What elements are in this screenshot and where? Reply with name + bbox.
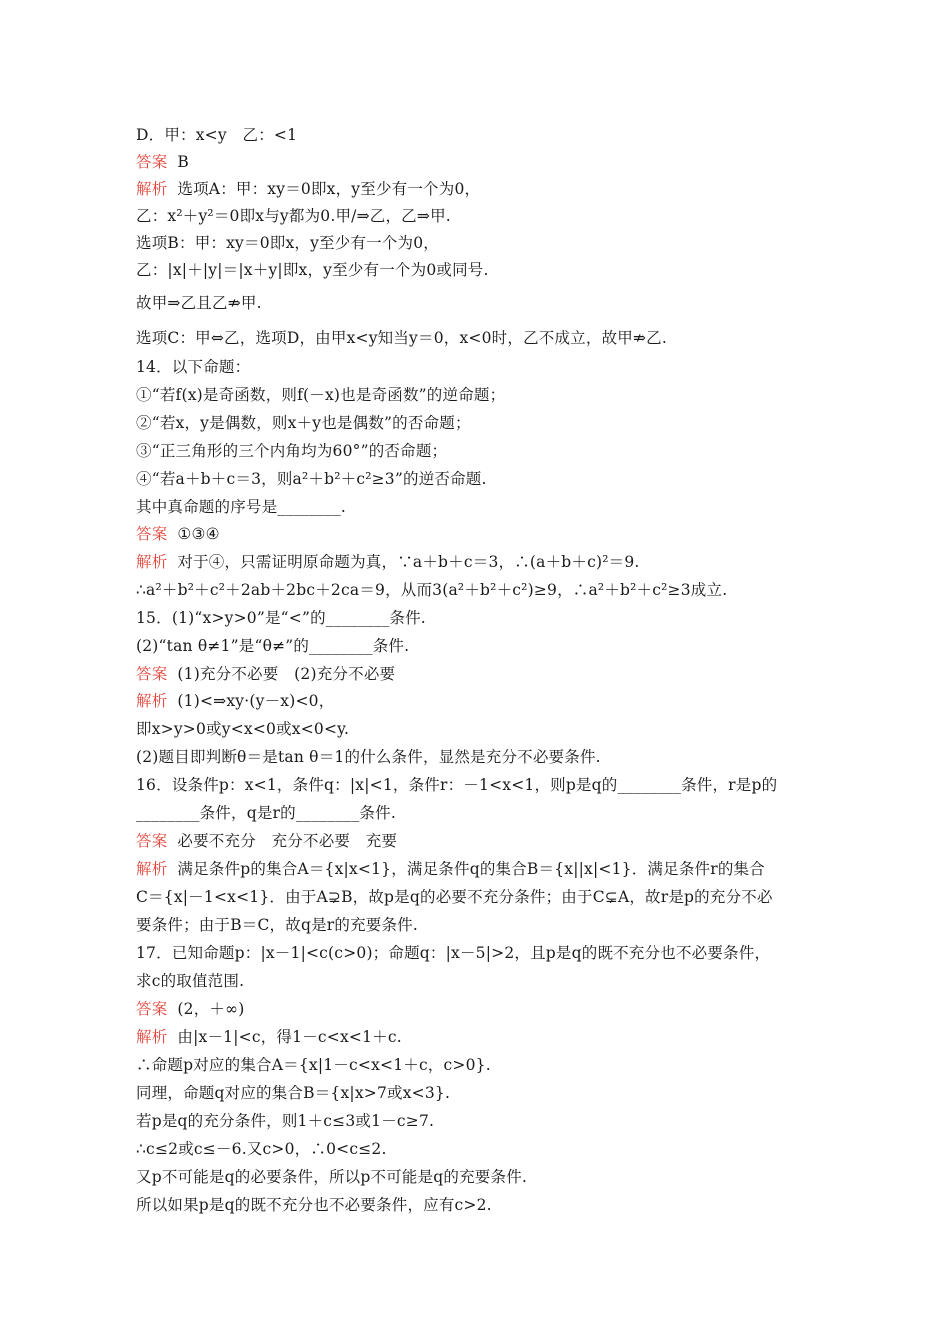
line-text: ∴a²＋b²＋c²＋2ab＋2bc＋2ca＝9，从而3(a²＋b²＋c²)≥9，∴a²＋b²＋c²≥3成立.	[136, 581, 728, 599]
line-text: (2)题目即判断θ＝是tan θ＝1的什么条件，显然是充分不必要条件.	[136, 748, 601, 766]
line-text: 同理，命题q对应的集合B＝{x|x>7或x<3}.	[136, 1084, 451, 1102]
text-line	[136, 803, 396, 823]
section-tag: 答案	[136, 665, 168, 683]
line-text: (2，＋∞)	[177, 1000, 245, 1018]
line-text: ∴c≤2或c≤－6.又c>0，∴0<c≤2.	[136, 1140, 387, 1158]
section-tag: 解析	[136, 553, 168, 571]
line-text: ∴命题p对应的集合A＝{x|1－c<x<1＋c，c>0}.	[136, 1056, 491, 1074]
text-line	[136, 831, 397, 851]
line-text: 15．(1)“x>y>0”是“<”的________条件.	[136, 609, 426, 627]
line-text: C＝{x|－1<x<1}．由于A⊋B，故p是q的必要不充分条件；由于C⊊A，故r是p的充分不必	[136, 888, 773, 906]
line-text: 14．以下命题：	[136, 358, 251, 376]
text-line	[136, 608, 426, 628]
line-text: 乙：x²＋y²＝0即x与y都为0.甲/⇒乙，乙⇒甲.	[136, 207, 451, 225]
section-tag: 答案	[136, 1000, 168, 1018]
line-text: B	[177, 153, 189, 171]
text-line	[136, 469, 487, 489]
section-tag: 答案	[136, 525, 168, 543]
line-text: 必要不充分 充分不必要 充要	[177, 832, 398, 850]
text-line	[136, 385, 505, 405]
line-text: 求c的取值范围.	[136, 972, 245, 990]
text-line	[136, 179, 480, 199]
line-text: 17．已知命题p：|x－1|<c(c>0)；命题q：|x－5|>2，且p是q的既不充分也不必要条件，	[136, 944, 771, 962]
text-line	[136, 971, 244, 991]
text-line	[136, 328, 667, 348]
text-line	[136, 206, 451, 226]
text-line	[136, 775, 777, 795]
line-text: (2)“tan θ≠1”是“θ≠”的________条件.	[136, 637, 410, 655]
text-line	[136, 1195, 492, 1215]
text-line	[136, 441, 447, 461]
text-line	[136, 552, 640, 572]
line-text: ①③④	[177, 525, 220, 543]
line-text: 即x>y>0或y<x<0或x<0<y.	[136, 720, 350, 738]
section-tag: 解析	[136, 860, 168, 878]
text-line	[136, 293, 262, 313]
text-line	[136, 691, 334, 711]
text-line	[136, 125, 297, 145]
line-text: 乙：|x|＋|y|＝|x＋y|即x，y至少有一个为0或同号.	[136, 261, 489, 279]
text-line	[136, 260, 489, 280]
text-line	[136, 887, 773, 907]
text-line	[136, 233, 439, 253]
text-line	[136, 747, 601, 767]
line-text: 由|x－1|<c，得1－c<x<1＋c.	[177, 1028, 402, 1046]
text-line	[136, 1083, 450, 1103]
text-line	[136, 152, 189, 172]
line-text: ________条件，q是r的________条件.	[136, 804, 396, 822]
text-line	[136, 580, 727, 600]
line-text: ①“若f(x)是奇函数，则f(－x)也是奇函数”的逆命题；	[136, 386, 506, 404]
text-line	[136, 859, 765, 879]
text-line	[136, 999, 244, 1019]
line-text: 所以如果p是q的既不充分也不必要条件，应有c>2.	[136, 1196, 492, 1214]
section-tag: 解析	[136, 180, 168, 198]
line-text: 满足条件p的集合A＝{x|x<1}，满足条件q的集合B＝{x||x|<1}．满足条件r的集合	[177, 860, 765, 878]
text-line	[136, 1167, 527, 1187]
text-line	[136, 1055, 491, 1075]
text-line	[136, 524, 220, 544]
line-text: ②“若x，y是偶数，则x＋y也是偶数”的否命题；	[136, 414, 471, 432]
line-text: D．甲：x<y 乙：<1	[136, 126, 298, 144]
section-tag: 答案	[136, 153, 168, 171]
text-line	[136, 636, 409, 656]
line-text: ④“若a＋b＋c＝3，则a²＋b²＋c²≥3”的逆否命题.	[136, 470, 487, 488]
line-text: (1)充分不必要 (2)充分不必要	[177, 665, 396, 683]
text-line	[136, 719, 349, 739]
text-line	[136, 943, 770, 963]
section-tag: 解析	[136, 692, 168, 710]
line-text: 选项C：甲⇔乙，选项D，由甲x<y知当y＝0，x<0时，乙不成立，故甲⇏乙.	[136, 329, 667, 347]
text-line	[136, 497, 346, 517]
line-text: 若p是q的充分条件，则1＋c≤3或1－c≥7.	[136, 1112, 435, 1130]
text-line	[136, 413, 471, 433]
line-text: 对于④，只需证明原命题为真，∵a＋b＋c＝3，∴(a＋b＋c)²＝9.	[177, 553, 640, 571]
line-text: 选项A：甲：xy＝0即x，y至少有一个为0，	[177, 180, 481, 198]
line-text: 又p不可能是q的必要条件，所以p不可能是q的充要条件.	[136, 1168, 528, 1186]
text-line	[136, 915, 418, 935]
line-text: 选项B：甲：xy＝0即x，y至少有一个为0，	[136, 234, 440, 252]
section-tag: 解析	[136, 1028, 168, 1046]
text-line	[136, 1111, 434, 1131]
line-text: 故甲⇒乙且乙⇏甲.	[136, 294, 262, 312]
text-line	[136, 357, 250, 377]
line-text: 其中真命题的序号是________.	[136, 498, 347, 516]
text-line	[136, 1139, 387, 1159]
text-line	[136, 664, 395, 684]
line-text: 16．设条件p：x<1，条件q：|x|<1，条件r：－1<x<1，则p是q的________条件，r是p的	[136, 776, 778, 794]
section-tag: 答案	[136, 832, 168, 850]
line-text: 要条件；由于B＝C，故q是r的充要条件.	[136, 916, 419, 934]
line-text: ③“正三角形的三个内角均为60°”的否命题；	[136, 442, 448, 460]
text-line	[136, 1027, 402, 1047]
line-text: (1)<⇒xy·(y－x)<0，	[177, 692, 335, 710]
